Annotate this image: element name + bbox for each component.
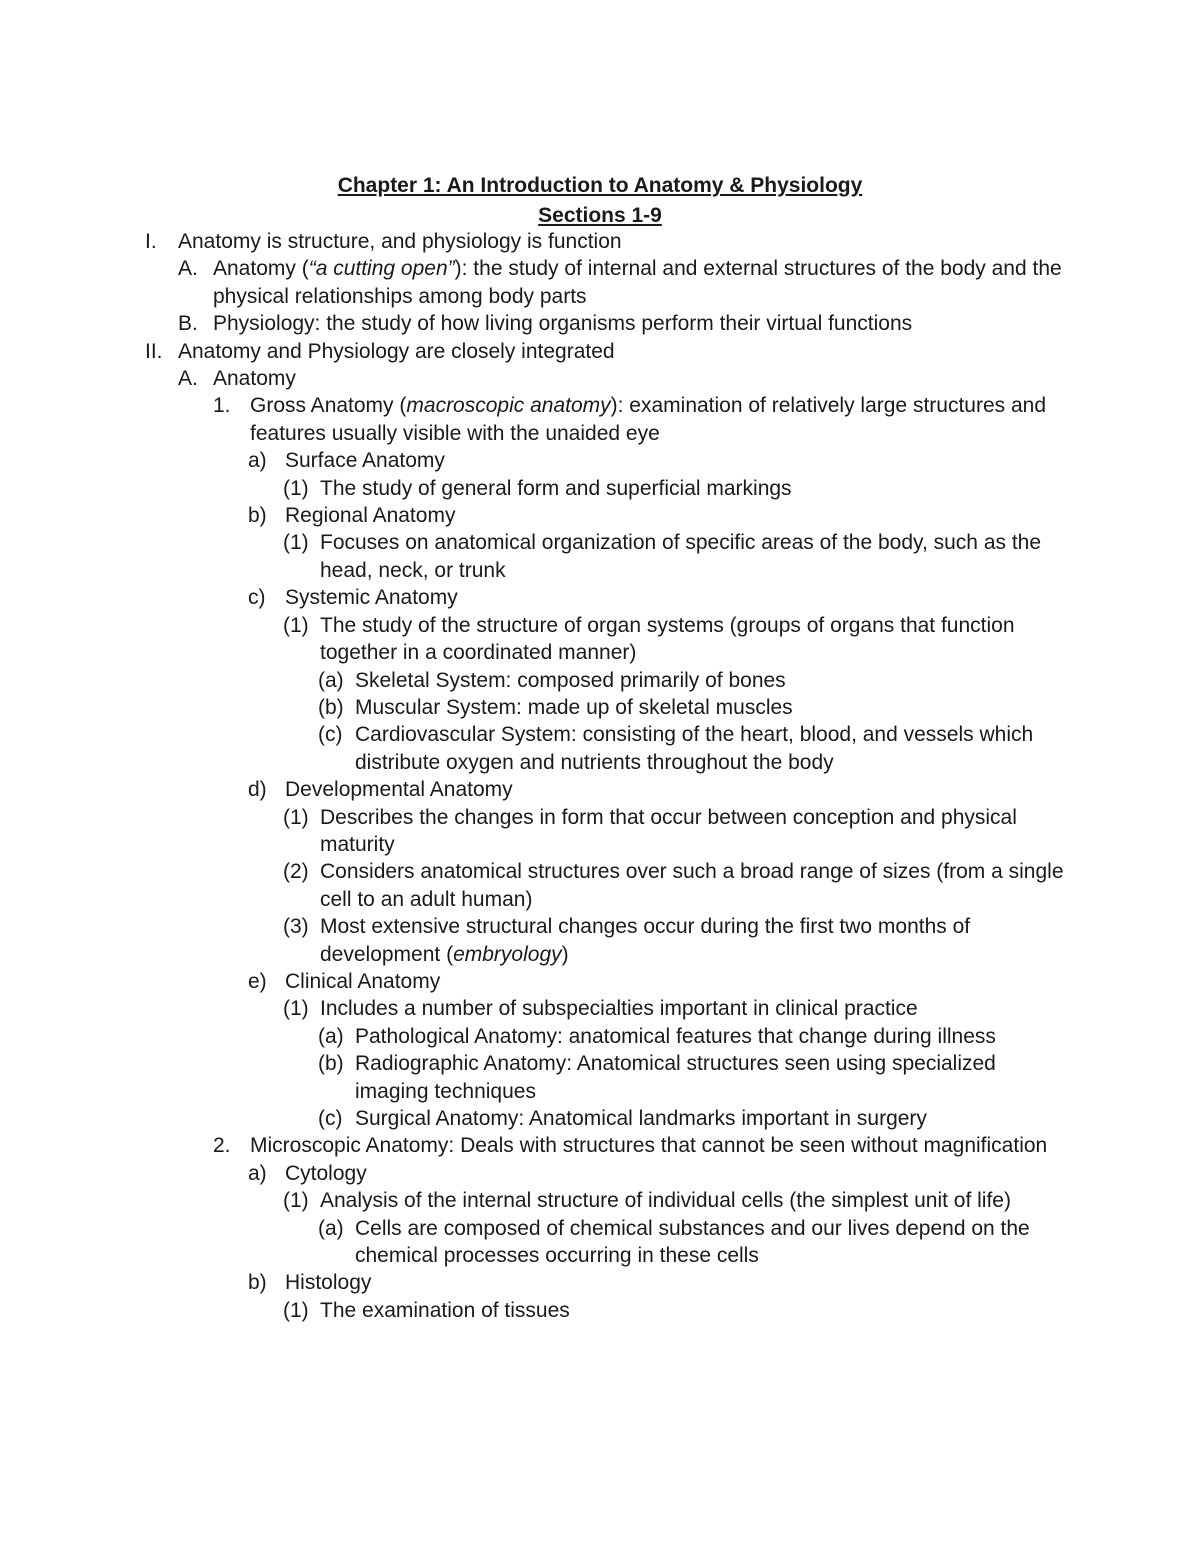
- outline-italic-text: macroscopic anatomy: [406, 394, 611, 418]
- outline-list: [0, 228, 1200, 1324]
- outline-marker: b): [248, 504, 267, 528]
- outline-text: Focuses on anatomical organization of specific areas of the body, such as the head, neck, or trunk: [320, 531, 1042, 582]
- outline-marker: 2.: [213, 1134, 231, 1158]
- outline-item: [0, 1215, 1065, 1270]
- outline-item: [0, 694, 1065, 721]
- outline-marker: (b): [318, 1052, 344, 1076]
- outline-item: [0, 310, 1065, 337]
- outline-item: [0, 584, 1065, 611]
- outline-text: Includes a number of subspecialties important in clinical practice: [320, 997, 918, 1021]
- outline-marker: a): [248, 1161, 267, 1185]
- document-title: Chapter 1: An Introduction to Anatomy & Physiology: [337, 174, 863, 197]
- outline-item: [0, 502, 1065, 529]
- outline-item: [0, 968, 1065, 995]
- outline-text: Anatomy (: [213, 257, 309, 281]
- outline-item: [0, 804, 1065, 859]
- outline-item: [0, 338, 1065, 365]
- outline-item: [0, 255, 1065, 310]
- outline-marker: e): [248, 969, 267, 993]
- outline-text: ): examination of relatively large structures and features usually visible with the unaided eye: [250, 394, 1047, 445]
- outline-item: [0, 475, 1065, 502]
- outline-marker: 1.: [213, 394, 231, 418]
- outline-marker: (c): [318, 723, 343, 747]
- outline-item: [0, 1297, 1065, 1324]
- outline-text: Clinical Anatomy: [285, 969, 441, 993]
- document-subtitle: Sections 1-9: [538, 204, 662, 227]
- outline-text: Developmental Anatomy: [285, 778, 513, 802]
- outline-text: Pathological Anatomy: anatomical features that change during illness: [355, 1024, 996, 1048]
- outline-marker: (a): [318, 1216, 344, 1240]
- outline-item: [0, 721, 1065, 776]
- outline-text: The study of general form and superficial markings: [320, 476, 792, 500]
- outline-text: Microscopic Anatomy: Deals with structures that cannot be seen without magnification: [250, 1134, 1048, 1158]
- outline-item: [0, 1132, 1065, 1159]
- outline-text: Analysis of the internal structure of individual cells (the simplest unit of life): [320, 1189, 1011, 1213]
- outline-item: [0, 858, 1065, 913]
- outline-text: Surface Anatomy: [285, 449, 445, 473]
- outline-text: Skeletal System: composed primarily of bones: [355, 668, 786, 692]
- outline-marker: II.: [145, 339, 163, 363]
- outline-item: [0, 995, 1065, 1022]
- outline-marker: A.: [178, 367, 198, 391]
- outline-text: ): [561, 942, 569, 966]
- outline-text: Histology: [285, 1271, 372, 1295]
- outline-item: [0, 612, 1065, 667]
- outline-marker: d): [248, 778, 267, 802]
- outline-item: [0, 228, 1065, 255]
- outline-item: [0, 447, 1065, 474]
- outline-item: [0, 365, 1065, 392]
- outline-marker: B.: [178, 312, 198, 336]
- outline-marker: (c): [318, 1107, 343, 1130]
- outline-marker: b): [248, 1271, 267, 1295]
- outline-item: [0, 1023, 1065, 1050]
- outline-text: Physiology: the study of how living organisms perform their virtual functions: [213, 312, 913, 336]
- outline-item: [0, 1160, 1065, 1187]
- outline-item: [0, 529, 1065, 584]
- outline-marker: (1): [283, 476, 309, 500]
- outline-marker: a): [248, 449, 267, 473]
- outline-item: [0, 913, 1065, 968]
- outline-marker: c): [248, 586, 266, 610]
- outline-text: The examination of tissues: [320, 1298, 570, 1322]
- outline-marker: A.: [178, 257, 198, 281]
- outline-marker: (1): [283, 613, 309, 637]
- outline-text: Anatomy and Physiology are closely integrated: [178, 339, 615, 363]
- outline-marker: (2): [283, 860, 309, 884]
- outline-marker: (a): [318, 1024, 344, 1048]
- outline-text: Considers anatomical structures over such a broad range of sizes (from a single cell to an adult human): [320, 860, 1064, 911]
- outline-marker: (a): [318, 668, 344, 692]
- outline-text: Gross Anatomy (: [250, 394, 407, 418]
- outline-text: Regional Anatomy: [285, 504, 456, 528]
- outline-item: [0, 392, 1065, 447]
- outline-italic-text: “a cutting open”: [308, 257, 455, 281]
- outline-item: [0, 1050, 1065, 1105]
- outline-marker: (1): [283, 1189, 309, 1213]
- outline-marker: (1): [283, 1298, 309, 1322]
- outline-marker: (b): [318, 695, 344, 719]
- outline-text: ): the study of internal and external structures of the body and the physical relationships among body parts: [213, 257, 1062, 308]
- outline-text: Cells are composed of chemical substances and our lives depend on the chemical processes occurring in these cells: [355, 1216, 1030, 1268]
- outline-text: Describes the changes in form that occur between conception and physical maturity: [320, 805, 1017, 856]
- outline-marker: (1): [283, 531, 309, 555]
- outline-item: [0, 776, 1065, 803]
- outline-text: Radiographic Anatomy: Anatomical structures seen using specialized imaging techniques: [355, 1052, 996, 1103]
- outline-item: [0, 667, 1065, 694]
- outline-text: Systemic Anatomy: [285, 586, 458, 610]
- outline-text: Cytology: [285, 1161, 367, 1185]
- outline-text: The study of the structure of organ systems (groups of organs that function together in a coordinated manner): [320, 613, 1015, 665]
- outline-item: [0, 1269, 1065, 1296]
- outline-text: Cardiovascular System: consisting of the heart, blood, and vessels which distribute oxygen and nutrients throughout the body: [355, 723, 1034, 774]
- outline-text: Anatomy is structure, and physiology is function: [178, 230, 622, 253]
- outline-item: [0, 1187, 1065, 1214]
- outline-marker: (1): [283, 997, 309, 1021]
- outline-marker: (3): [283, 915, 309, 939]
- outline-text: Surgical Anatomy: Anatomical landmarks important in surgery: [355, 1107, 927, 1130]
- outline-text: Anatomy: [213, 367, 296, 391]
- outline-marker: (1): [283, 805, 309, 829]
- outline-text: Most extensive structural changes occur during the first two months of development (: [320, 915, 971, 966]
- outline-marker: I.: [145, 230, 157, 253]
- outline-italic-text: embryology: [453, 942, 562, 966]
- outline-text: Muscular System: made up of skeletal muscles: [355, 695, 793, 719]
- outline-item: [0, 1105, 1065, 1132]
